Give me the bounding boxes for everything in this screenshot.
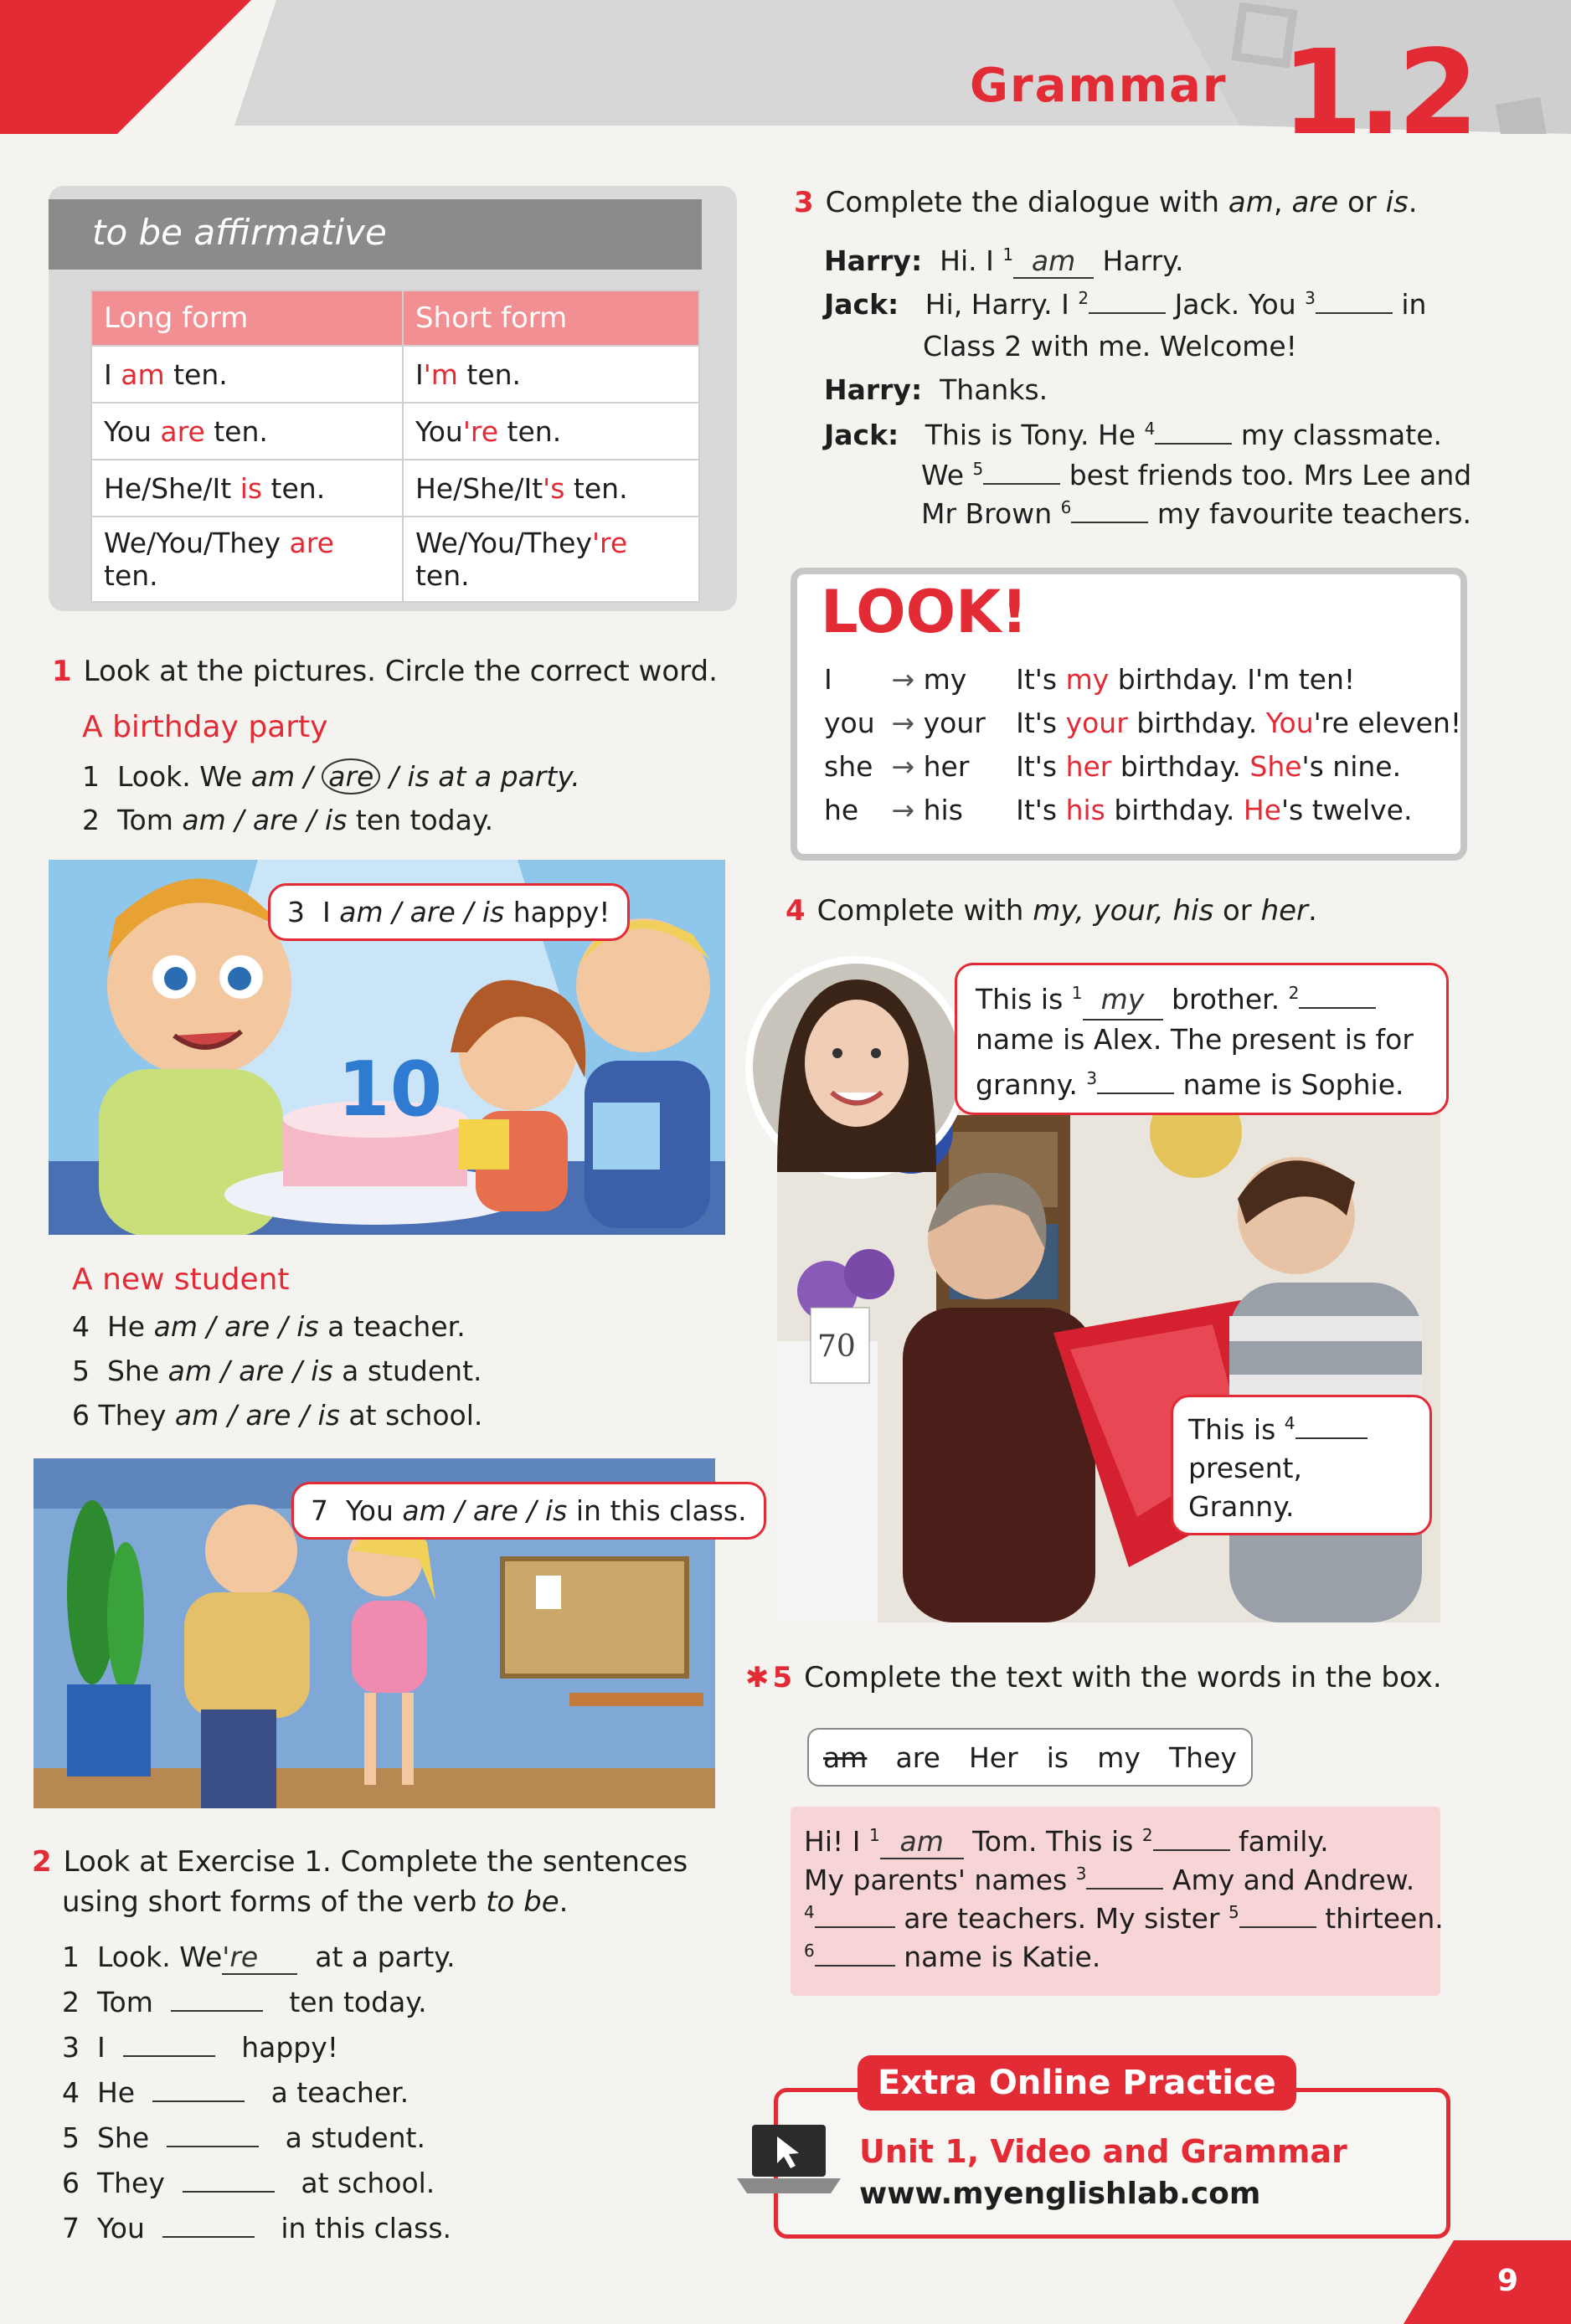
short-form-cell: We/You/They're ten. bbox=[403, 517, 699, 602]
page-number: 9 bbox=[1497, 2264, 1519, 2298]
answer-blank[interactable] bbox=[983, 483, 1060, 485]
circled-answer[interactable]: are bbox=[322, 758, 380, 794]
dialogue-line: Harry: Hi. I $^1$ am Harry. bbox=[824, 244, 1184, 277]
answer-options[interactable]: am / are / is bbox=[174, 1399, 340, 1432]
extra-practice-link[interactable]: www.myenglishlab.com bbox=[859, 2177, 1261, 2211]
ex1-instruction: 1 Look at the pictures. Circle the correct word. bbox=[52, 655, 718, 688]
cake-number: 10 bbox=[337, 1046, 443, 1134]
ex2-item: 1 Look. We're at a party. bbox=[62, 1941, 456, 1973]
word-box-item: am bbox=[823, 1740, 868, 1774]
word-box-item: is bbox=[1046, 1740, 1069, 1774]
dialogue-line: Jack: Hi, Harry. I $^2$ Jack. You $^3$ in bbox=[824, 288, 1427, 321]
speech-bubble: This is $^4$ present, Granny. bbox=[1171, 1395, 1432, 1535]
answer-blank[interactable] bbox=[1295, 1437, 1368, 1439]
long-form-cell: I am ten. bbox=[91, 346, 403, 403]
word-box-item: They bbox=[1169, 1740, 1237, 1774]
answer-blank[interactable] bbox=[815, 1965, 895, 1967]
ex1-item-5: 5 She am / are / is a student. bbox=[72, 1355, 482, 1387]
ex3-instruction: 3 Complete the dialogue with am, are or is. bbox=[794, 186, 1418, 219]
answer-blank[interactable] bbox=[1316, 312, 1393, 314]
ex5-instruction: ✱ 5 Complete the text with the words in the box. bbox=[745, 1661, 1442, 1694]
answer-blank[interactable] bbox=[152, 2100, 245, 2102]
arrow-right-icon: → bbox=[883, 750, 924, 783]
answer-blank[interactable]: am bbox=[880, 1825, 964, 1859]
answer-blank[interactable] bbox=[171, 2010, 263, 2012]
page-number-tab bbox=[1404, 2240, 1571, 2324]
grammar-table bbox=[90, 290, 700, 603]
extra-practice-title: Extra Online Practice bbox=[858, 2055, 1296, 2111]
look-row: I → my It's my birthday. I'm ten! bbox=[824, 663, 1356, 696]
ex1-item-6: 6 They am / are / is at school. bbox=[72, 1399, 483, 1432]
lesson-number: 1.2 bbox=[1281, 25, 1475, 162]
table-row bbox=[91, 346, 699, 403]
dialogue-line: Jack: This is Tony. He $^4$ my classmate. bbox=[824, 419, 1443, 451]
column-header: Short form bbox=[403, 290, 699, 346]
card-number: 70 bbox=[817, 1329, 856, 1364]
answer-blank[interactable] bbox=[183, 2191, 275, 2193]
ex2-instruction: 2 Look at Exercise 1. Complete the sentences bbox=[32, 1845, 688, 1879]
short-form-cell: He/She/It's ten. bbox=[403, 460, 699, 517]
ex1-section-b: A new student bbox=[72, 1262, 290, 1297]
look-row: she → her It's her birthday. She's nine. bbox=[824, 750, 1402, 783]
answer-blank[interactable] bbox=[1299, 1007, 1376, 1009]
table-header-row bbox=[91, 290, 699, 346]
long-form-cell: He/She/It is ten. bbox=[91, 460, 403, 517]
dialogue-line: Mr Brown $^6$ my favourite teachers. bbox=[921, 497, 1472, 530]
answer-options[interactable]: am / are / is bbox=[402, 1494, 568, 1527]
answer-blank[interactable] bbox=[1086, 1888, 1163, 1890]
answer-options[interactable]: am / are / is bbox=[167, 1355, 333, 1387]
ex2-item: 2 Tom ten today. bbox=[62, 1986, 427, 2018]
ex2-item: 6 They at school. bbox=[62, 2167, 435, 2199]
page-title: Grammar bbox=[970, 59, 1228, 113]
answer-blank[interactable] bbox=[1153, 1849, 1230, 1851]
answer-options[interactable]: am / are / is bbox=[182, 804, 348, 836]
ex1-item-2: 2 Tom am / are / is ten today. bbox=[82, 804, 494, 836]
ex2-item: 3 I happy! bbox=[62, 2031, 338, 2064]
answer-blank[interactable]: 're bbox=[222, 1941, 297, 1975]
dialogue-line: Harry: Thanks. bbox=[824, 373, 1048, 406]
dialogue-line: We $^5$ best friends too. Mrs Lee and bbox=[921, 459, 1472, 491]
answer-blank[interactable] bbox=[1239, 1926, 1316, 1928]
long-form-cell: You are ten. bbox=[91, 403, 403, 460]
answer-blank[interactable] bbox=[815, 1926, 895, 1928]
text-line: Hi! I $^1$ am Tom. This is $^2$ family. bbox=[804, 1825, 1329, 1858]
short-form-cell: You're ten. bbox=[403, 403, 699, 460]
column-header: Long form bbox=[91, 290, 403, 346]
laptop-cursor-icon bbox=[737, 2120, 841, 2203]
answer-blank[interactable] bbox=[1155, 443, 1232, 445]
grammar-box-title: to be affirmative bbox=[92, 212, 387, 253]
answer-blank[interactable] bbox=[1071, 522, 1148, 523]
text-line: $^6$ name is Katie. bbox=[804, 1941, 1101, 1973]
look-title: LOOK! bbox=[821, 578, 1028, 646]
text-line: My parents' names $^3$ Amy and Andrew. bbox=[804, 1864, 1415, 1896]
speech-bubble: 3 I am / are / is happy! bbox=[268, 883, 630, 941]
ex2-item: 4 He a teacher. bbox=[62, 2076, 409, 2109]
answer-blank[interactable] bbox=[1089, 312, 1166, 314]
short-form-cell: I'm ten. bbox=[403, 346, 699, 403]
ex2-item: 7 You in this class. bbox=[62, 2212, 452, 2244]
word-box bbox=[807, 1728, 1253, 1787]
word-box-item: are bbox=[895, 1740, 940, 1774]
extra-practice-unit: Unit 1, Video and Grammar bbox=[859, 2133, 1347, 2170]
answer-blank[interactable] bbox=[162, 2236, 255, 2238]
speaker: Jack: bbox=[824, 419, 899, 451]
answer-blank[interactable] bbox=[167, 2146, 259, 2147]
look-row: he → his It's his birthday. He's twelve. bbox=[824, 794, 1413, 826]
table-row bbox=[91, 517, 699, 602]
answer-options[interactable]: am / are / is bbox=[339, 896, 505, 928]
long-form-cell: We/You/They are ten. bbox=[91, 517, 403, 602]
table-row bbox=[91, 403, 699, 460]
answer-blank[interactable]: my bbox=[1083, 980, 1163, 1021]
word-box-item: my bbox=[1097, 1740, 1141, 1774]
table-row bbox=[91, 460, 699, 517]
ex1-item-1: 1 Look. We am / are / is at a party. bbox=[82, 760, 580, 793]
star-icon: ✱ bbox=[745, 1661, 770, 1694]
look-row: you → your It's your birthday. You're eleven! bbox=[824, 707, 1462, 739]
arrow-right-icon: → bbox=[883, 794, 924, 826]
dialogue-line: Class 2 with me. Welcome! bbox=[923, 330, 1297, 362]
speech-bubble: This is $^1$ my brother. $^2$ name is Alex. The present is for granny. $^3$ name is Sophie. bbox=[955, 963, 1449, 1115]
ex2-instruction-line2: using short forms of the verb to be. bbox=[62, 1885, 569, 1919]
speaker: Jack: bbox=[824, 288, 899, 321]
arrow-right-icon: → bbox=[883, 663, 924, 696]
ex2-item: 5 She a student. bbox=[62, 2121, 425, 2154]
ex1-item-4: 4 He am / are / is a teacher. bbox=[72, 1310, 466, 1343]
speaker: Harry: bbox=[824, 373, 923, 406]
answer-blank[interactable] bbox=[1097, 1093, 1174, 1094]
text-line: $^4$ are teachers. My sister $^5$ thirteen. bbox=[804, 1902, 1444, 1935]
arrow-right-icon: → bbox=[883, 707, 924, 739]
ex1-section-a: A birthday party bbox=[82, 710, 328, 744]
girl-portrait bbox=[744, 954, 970, 1180]
speaker: Harry: bbox=[824, 244, 923, 277]
word-box-item: Her bbox=[968, 1740, 1018, 1774]
ex4-instruction: 4 Complete with my, your, his or her. bbox=[786, 894, 1317, 928]
speech-bubble: 7 You am / are / is in this class. bbox=[291, 1482, 766, 1540]
answer-options[interactable]: am / are / is bbox=[153, 1310, 319, 1343]
answer-blank[interactable] bbox=[123, 2055, 215, 2057]
answer-blank[interactable]: am bbox=[1013, 244, 1094, 279]
